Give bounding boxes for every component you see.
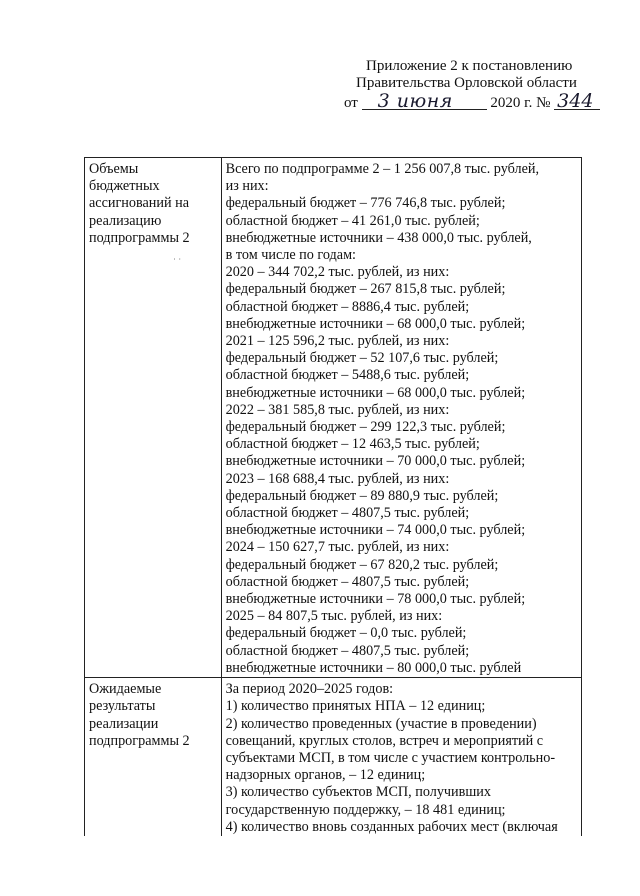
date-prefix: от	[344, 95, 358, 111]
budget-allocations-content: Всего по подпрограмме 2 – 1 256 007,8 тыс. рублей, из них: федеральный бюджет – 776 746,8 тыс. рублей; областной бюджет – 41 261,0 тыс. рублей; внебюджетные источники – 438 000,0 тыс. рублей, в том числе по годам: 2020 – 344 702,2 тыс. рублей, из них: федеральный бюджет – 267 815,8 тыс. рублей; областной бюджет – 8886,4 тыс. рублей; внебюджетные источники – 68 000,0 тыс. рублей; 2021 – 125 596,2 тыс. рублей, из них: федеральный бюджет – 52 107,6 тыс. рублей; областной бюджет – 5488,6 тыс. рублей; внебюджетные источники – 68 000,0 тыс. рублей; 2022 – 381 585,8 тыс. рублей, из них: федеральный бюджет – 299 122,3 тыс. рублей; областной бюджет – 12 463,5 тыс. рублей; внебюджетные источники – 70 000,0 тыс. рублей; 2023 – 168 688,4 тыс. рублей, из них: федеральный бюджет – 89 880,9 тыс. рублей; областной бюджет – 4807,5 тыс. рублей; внебюджетные источники – 74 000,0 тыс. рублей; 2024 – 150 627,7 тыс. рублей, из них: федеральный бюджет – 67 820,2 тыс. рублей; областной бюджет – 4807,5 тыс. рублей; внебюджетные источники – 78 000,0 тыс. рублей; 2025 – 84 807,5 тыс. рублей, из них: федеральный бюджет – 0,0 тыс. рублей; областной бюджет – 4807,5 тыс. рублей; внебюджетные источники – 80 000,0 тыс. рублей	[225, 161, 540, 676]
appendix-authority: Правительства Орловской области	[356, 75, 577, 91]
year-number-label: 2020 г. №	[490, 95, 551, 111]
appendix-title: Приложение 2 к постановлению	[366, 58, 573, 74]
budget-allocations-label: Объемы бюджетных ассигнований на реализацию подпрограммы 2	[89, 161, 190, 246]
row-label-cell	[85, 158, 222, 678]
appendix-date-line	[330, 90, 620, 112]
row-content-cell	[221, 158, 581, 678]
appendix-header	[330, 58, 620, 112]
expected-results-content: За период 2020–2025 годов: 1) количество принятых НПА – 12 единиц; 2) количество проведенных (участие в проведении) совещаний, круглых столов, встреч и мероприятий с субъектами МСП, в том числе с участием контрольно- надзорных органов, – 12 единиц; 3) количество субъектов МСП, получивших государственную поддержку, – 18 481 единиц; 4) количество вновь созданных рабочих мест (включая	[225, 681, 558, 835]
row-content-cell	[221, 678, 581, 836]
row-label-cell	[85, 678, 222, 836]
scan-mark: ˙ ˙	[173, 257, 182, 267]
table-row	[85, 158, 582, 678]
handwritten-number: 344	[554, 93, 600, 110]
table-row	[85, 678, 582, 836]
expected-results-label: Ожидаемые результаты реализации подпрограммы 2	[89, 681, 190, 749]
subprogram-table	[84, 157, 582, 836]
handwritten-date: 3 июня	[362, 93, 487, 110]
